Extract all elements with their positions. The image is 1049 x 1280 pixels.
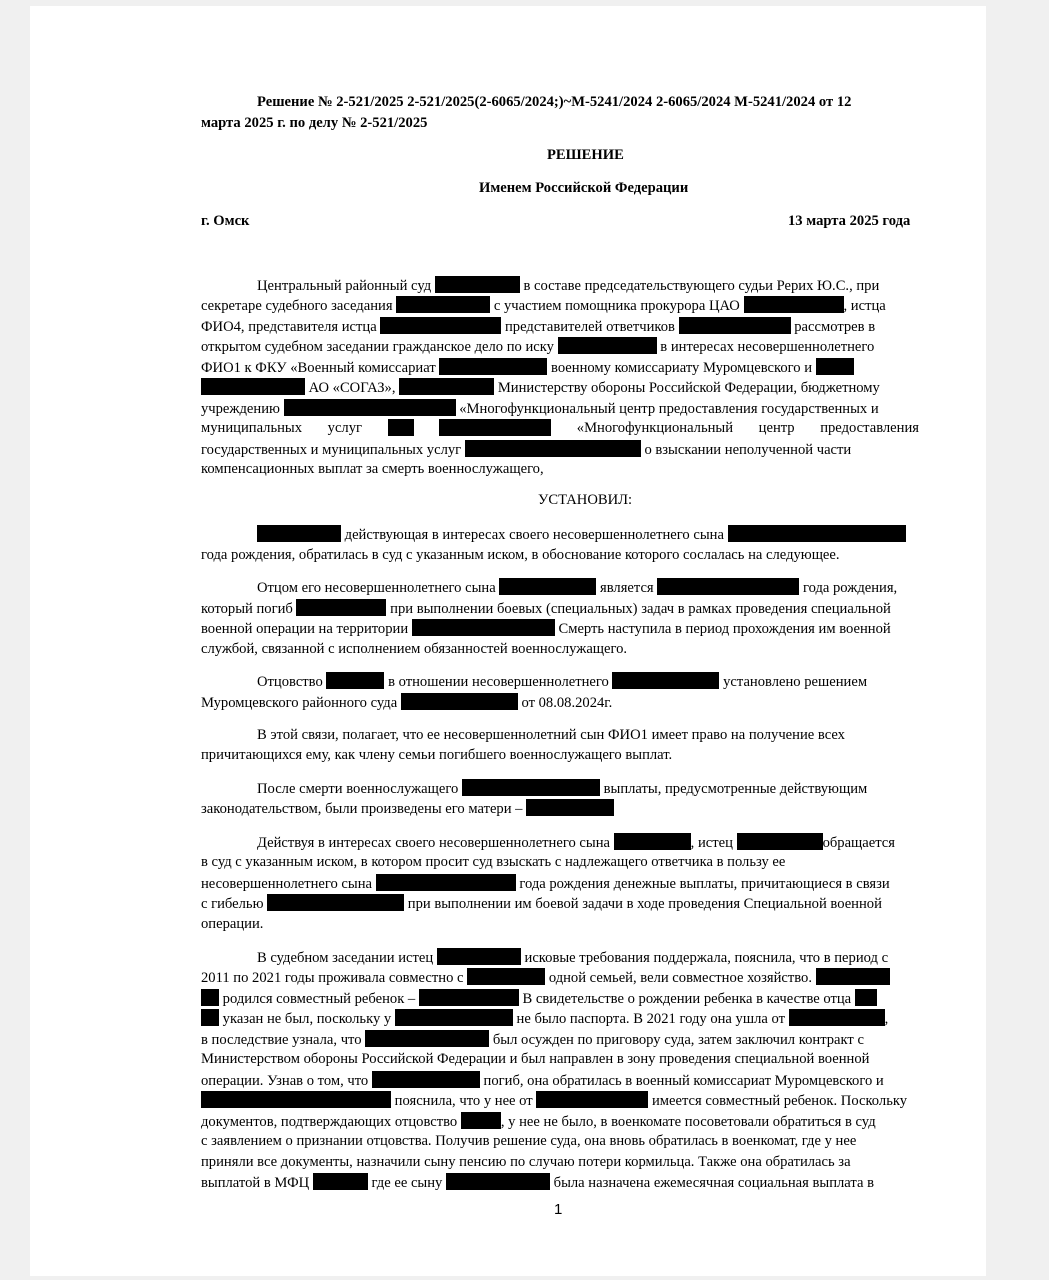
decision-date: 13 марта 2025 года: [788, 213, 911, 229]
redaction: [396, 296, 490, 313]
redaction: [313, 1173, 368, 1190]
redaction: [612, 672, 719, 689]
redaction: [201, 1009, 219, 1026]
redaction: [855, 989, 877, 1006]
redaction: [462, 779, 600, 796]
redaction: [789, 1009, 885, 1026]
document-title-line-1: Решение № 2-521/2025 2-521/2025(2-6065/2024;)~М-5241/2024 2-6065/2024 М-5241/2024 от 12: [257, 94, 852, 110]
redaction: [365, 1030, 489, 1047]
redaction: [257, 525, 341, 542]
subheading: Именем Российской Федерации: [479, 180, 689, 196]
redaction: [446, 1173, 550, 1190]
redaction: [399, 378, 494, 395]
document-page: Решение № 2-521/2025 2-521/2025(2-6065/2024;)~М-5241/2024 2-6065/2024 М-5241/2024 от 12 марта 2025 г. по делу № 2-521/2025 РЕШЕНИЕ Именем Российской Федерации г. Омск 13 марта 2025 года Центральный районный суд в составе председательствующего судьи Рерих Ю.С., при секретаре судебного заседания с участием помощника прокурора ЦАО , истца ФИО4, представителя истца представителей ответчиков рассмотрев в открытом судебном заседании гражданское дело по иску в интересах несовершеннолетнего ФИО1 к ФКУ «Военный комиссариат военному комиссариату Муромцевского и АО «СОГАЗ», Министерству обороны Российской Федерации, бюджетному учреждению «Многофункциональный центр предоставления государственных и муниципальных услуг «Многофункциональный центр предоставления государственных и муниципальных услуг о взыскании неполученной части компенсационных выплат за смерть военнослужащего, УСТАНОВИЛ: действующая в интересах своего несовершеннолетнего сына года рождения, обратилась в суд с указанным иском, в обоснование которого сослалась на следующее. Отцом его несовершеннолетнего сына является года рождения, который погиб при выполнении боевых (специальных) задач в рамках проведения специальной военной операции на территории Смерть наступила в период прохождения им военной службой, связанной с исполнением обязанностей военнослужащего. Отцовство в отношении несовершеннолетнего установлено решением Муромцевского районного суда от 08.08.2024г. В этой связи, полагает, что ее несовершеннолетний сын ФИО1 имеет право на получение всех причитающихся ему, как члену семьи погибшего военнослужащего выплат. После смерти военнослужащего выплаты, предусмотренные действующим законодательством, были произведены его матери – Действуя в интересах своего несовершеннолетнего сына , истец обращается в суд с указанным иском, в котором просит суд взыскать с надлежащего ответчика в пользу ее несовершеннолетнего сына года рождения денежные выплаты, причитающиеся в связи с гибелью при выполнении им боевой задачи в ходе проведения Специальной военной операции. В судебном заседании истец исковые требования поддержала, пояснила, что в период с 2011 по 2021 годы проживала совместно с одной семьей, вели совместное хозяйство. родился совместный ребенок – В свидетельстве о рождении ребенка в качестве отца указан не был, поскольку у не было паспорта. В 2021 году она ушла от , в последствие узнала, что был осужден по приговору суда, затем заключил контракт с Министерством обороны Российской Федерации и был направлен в зону проведения специальной военной операции. Узнав о том, что погиб, она обратилась в военный комиссариат Муромцевского и пояснила, что у нее от имеется совместный ребенок. Поскольку документов, подтверждающих отцовство , у нее не было, в военкомате посоветовали обратиться в суд с заявлением о признании отцовства. Получив решение суда, она вновь обратилась в военкомат, где у нее приняли все документы, назначили сыну пенсию по случаю потери кормильца. Также она обратилась за выплатой в МФЦ где ее сыну была назначена ежемесячная социальная выплата в 1: [30, 6, 986, 1276]
redaction: [439, 358, 547, 375]
redaction: [526, 799, 614, 816]
redaction: [744, 296, 844, 313]
redaction: [388, 419, 414, 436]
redaction: [412, 619, 555, 636]
redaction: [467, 968, 545, 985]
redaction: [296, 599, 386, 616]
redaction: [728, 525, 906, 542]
redaction: [376, 874, 516, 891]
redaction: [657, 578, 799, 595]
redaction: [401, 693, 518, 710]
redaction: [372, 1071, 480, 1088]
redaction: [395, 1009, 513, 1026]
redaction: [816, 358, 854, 375]
redaction: [461, 1112, 501, 1129]
redaction: [435, 276, 520, 293]
redaction: [536, 1091, 648, 1108]
section-heading: УСТАНОВИЛ:: [538, 492, 633, 508]
redaction: [201, 989, 219, 1006]
redaction: [439, 419, 551, 436]
redaction: [267, 894, 404, 911]
redaction: [499, 578, 596, 595]
page-number: 1: [554, 1201, 563, 1218]
decision-heading: РЕШЕНИЕ: [547, 147, 624, 163]
redaction: [737, 833, 823, 850]
redaction: [284, 399, 456, 416]
redaction: [558, 337, 657, 354]
redaction: [614, 833, 691, 850]
redaction: [201, 378, 305, 395]
redaction: [465, 440, 641, 457]
redaction: [201, 1091, 391, 1108]
redaction: [419, 989, 519, 1006]
redaction: [326, 672, 384, 689]
redaction: [437, 948, 521, 965]
redaction: [380, 317, 501, 334]
redaction: [816, 968, 890, 985]
document-title-line-2: марта 2025 г. по делу № 2-521/2025: [201, 115, 428, 131]
redaction: [679, 317, 791, 334]
city: г. Омск: [201, 213, 250, 229]
